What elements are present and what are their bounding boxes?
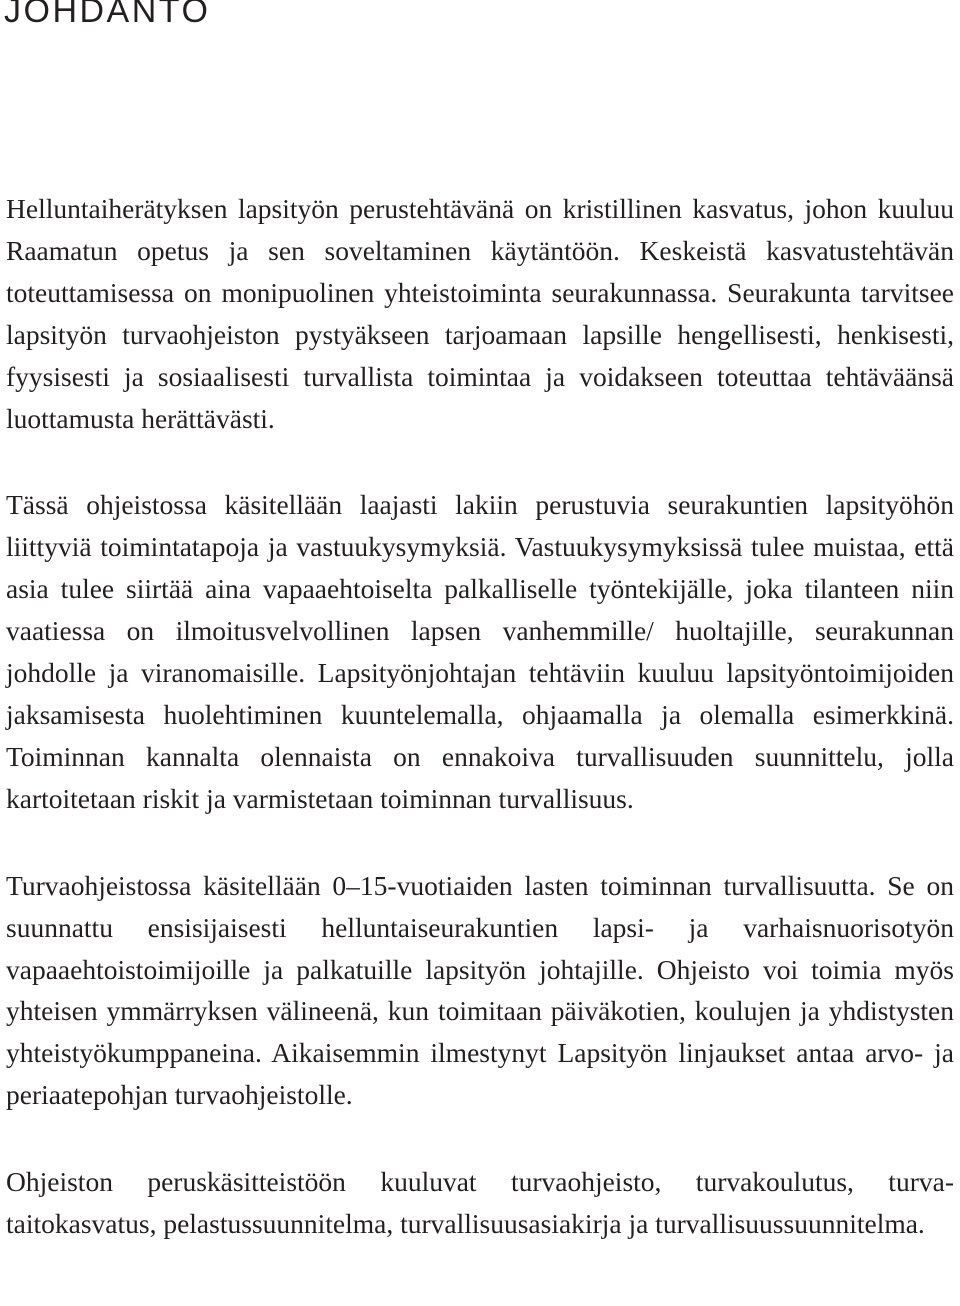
intro-paragraph-3: Turvaohjeistossa käsitellään 0–15-vuotiaiden lasten toiminnan turvallisuutta. Se on suunnattu ensisijaisesti helluntaiseurakuntien lapsi- ja varhaisnuorisotyön vapaaehtoistoimijoille ja palkatuille lapsityön johtajille. Ohjeisto voi toimia myös yhteisen ymmärryksen välineenä, kun toimitaan päiväkotien, koulujen ja yhdistysten yhteistyökumppaneina. Aikaisemmin ilmestynyt Lapsityön linjaukset antaa arvo- ja periaatepohjan turvaohjeistolle.: [6, 869, 954, 1111]
intro-paragraph-4: Ohjeiston peruskäsitteistöön kuuluvat turvaohjeisto, turvakoulutus, turvataitokasvatus, pelastussuunnitelma, turvallisuusasiakirja ja turvallisuussuunnitelma.: [6, 1166, 954, 1240]
page-title: JOHDANTO: [4, 0, 211, 30]
intro-paragraph-1: Helluntaiherätyksen lapsityön perustehtävänä on kristillinen kasvatus, johon kuuluu Raamatun opetus ja sen soveltaminen käytäntöön. Keskeistä kasvatustehtävän toteuttamisessa on monipuolinen yhteistoiminta seurakunnassa. Seurakunta tarvitsee lapsityön turvaohjeiston pystyäkseen tarjoamaan lapsille hengellisesti, henkisesti, fyysisesti ja sosiaalisesti turvallista toimintaa ja voidakseen toteuttaa tehtäväänsä luottamusta herättävästi.: [6, 193, 954, 434]
document-body: [6, 188, 954, 1245]
intro-paragraph-2: Tässä ohjeistossa käsitellään laajasti lakiin perustuvia seurakuntien lapsityöhön liittyviä toimintatapoja ja vastuukysymyksiä. Vastuukysymyksissä tulee muistaa, että asia tulee siirtää aina vapaaehtoiselta palkalliselle työntekijälle, joka tilanteen niin vaatiessa on ilmoitusvelvollinen lapsen vanhemmille/ huoltajille, seurakunnan johdolle ja viranomaisille. Lapsityönjohtajan tehtäviin kuuluu lapsityöntoimijoiden jaksamisesta huolehtiminen kuuntelemalla, ohjaamalla ja olemalla esimerkkinä. Toiminnan kannalta olennaista on ennakoiva turvallisuuden suunnittelu, jolla kartoitetaan riskit ja varmistetaan toiminnan turvallisuus.: [6, 489, 954, 814]
